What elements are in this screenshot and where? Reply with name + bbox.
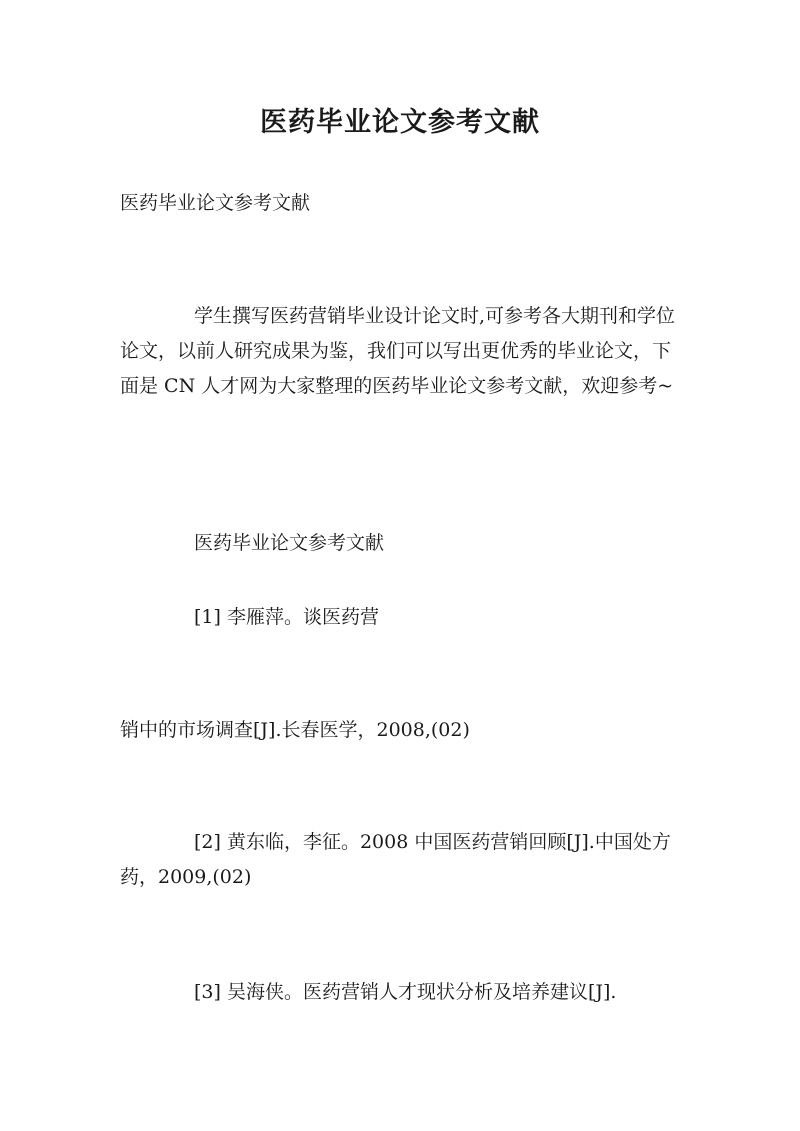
reference-3: [3] 吴海侠。医药营销人才现状分析及培养建议[J]. [194, 981, 617, 1003]
reference-1-line-2: 销中的市场调查[J].长春医学，2008,(02) [120, 719, 470, 741]
document-title: 医药毕业论文参考文献 [260, 107, 540, 138]
reference-2: [2] 黄东临，李征。2008 中国医药营销回顾[J].中国处方药，2009,(02) [120, 831, 671, 888]
intro-paragraph: 学生撰写医药营销毕业设计论文时,可参考各大期刊和学位论文，以前人研究成果为鉴，我们可以写出更优秀的毕业论文，下面是 CN 人才网为大家整理的医药毕业论文参考文献，欢迎参考~ [120, 305, 676, 397]
reference-1-line-1: [1] 李雁萍。谈医药营 [194, 606, 379, 628]
document-subtitle: 医药毕业论文参考文献 [120, 192, 311, 214]
section-heading: 医药毕业论文参考文献 [194, 532, 385, 554]
